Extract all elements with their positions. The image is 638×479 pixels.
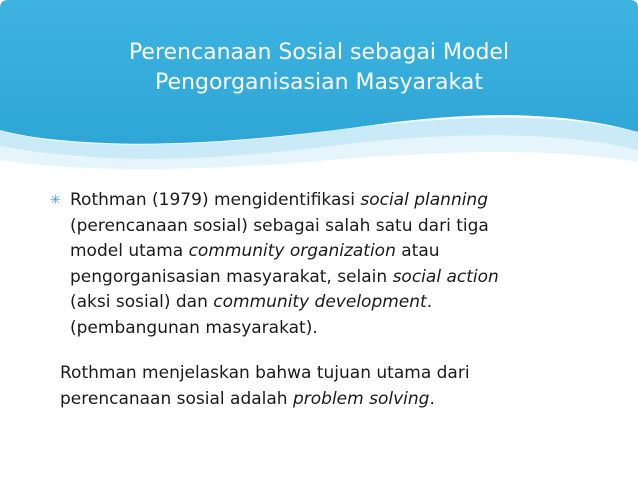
bullet-item xyxy=(50,188,590,341)
bullet-line: model utama community organization atau xyxy=(70,241,440,261)
bullet-line: pengorganisasian masyarakat, selain social action xyxy=(70,266,499,287)
title-line-1: Perencanaan Sosial sebagai Model xyxy=(128,40,510,65)
bullet-line: (pembangunan masyarakat). xyxy=(70,317,318,338)
emphasis-problem-solving: problem solving xyxy=(292,388,430,409)
title-line-2: Pengorganisasian Masyarakat xyxy=(155,70,483,95)
slide-title xyxy=(0,38,638,98)
paragraph-2-line-2: perencanaan sosial adalah problem solving. xyxy=(60,388,435,409)
paragraph-2-line-1: Rothman menjelaskan bahwa tujuan utama dari xyxy=(60,363,470,383)
asterisk-bullet-icon: ✳ xyxy=(50,193,61,208)
paragraph-2 xyxy=(60,361,590,412)
bullet-line: Rothman (1979) mengidentifikasi social planning xyxy=(70,190,489,210)
bullet-line: (perencanaan sosial) sebagai salah satu dari tiga xyxy=(70,215,489,236)
bullet-line: (aksi sosial) dan community development. xyxy=(70,292,433,312)
slide-body xyxy=(50,188,590,412)
